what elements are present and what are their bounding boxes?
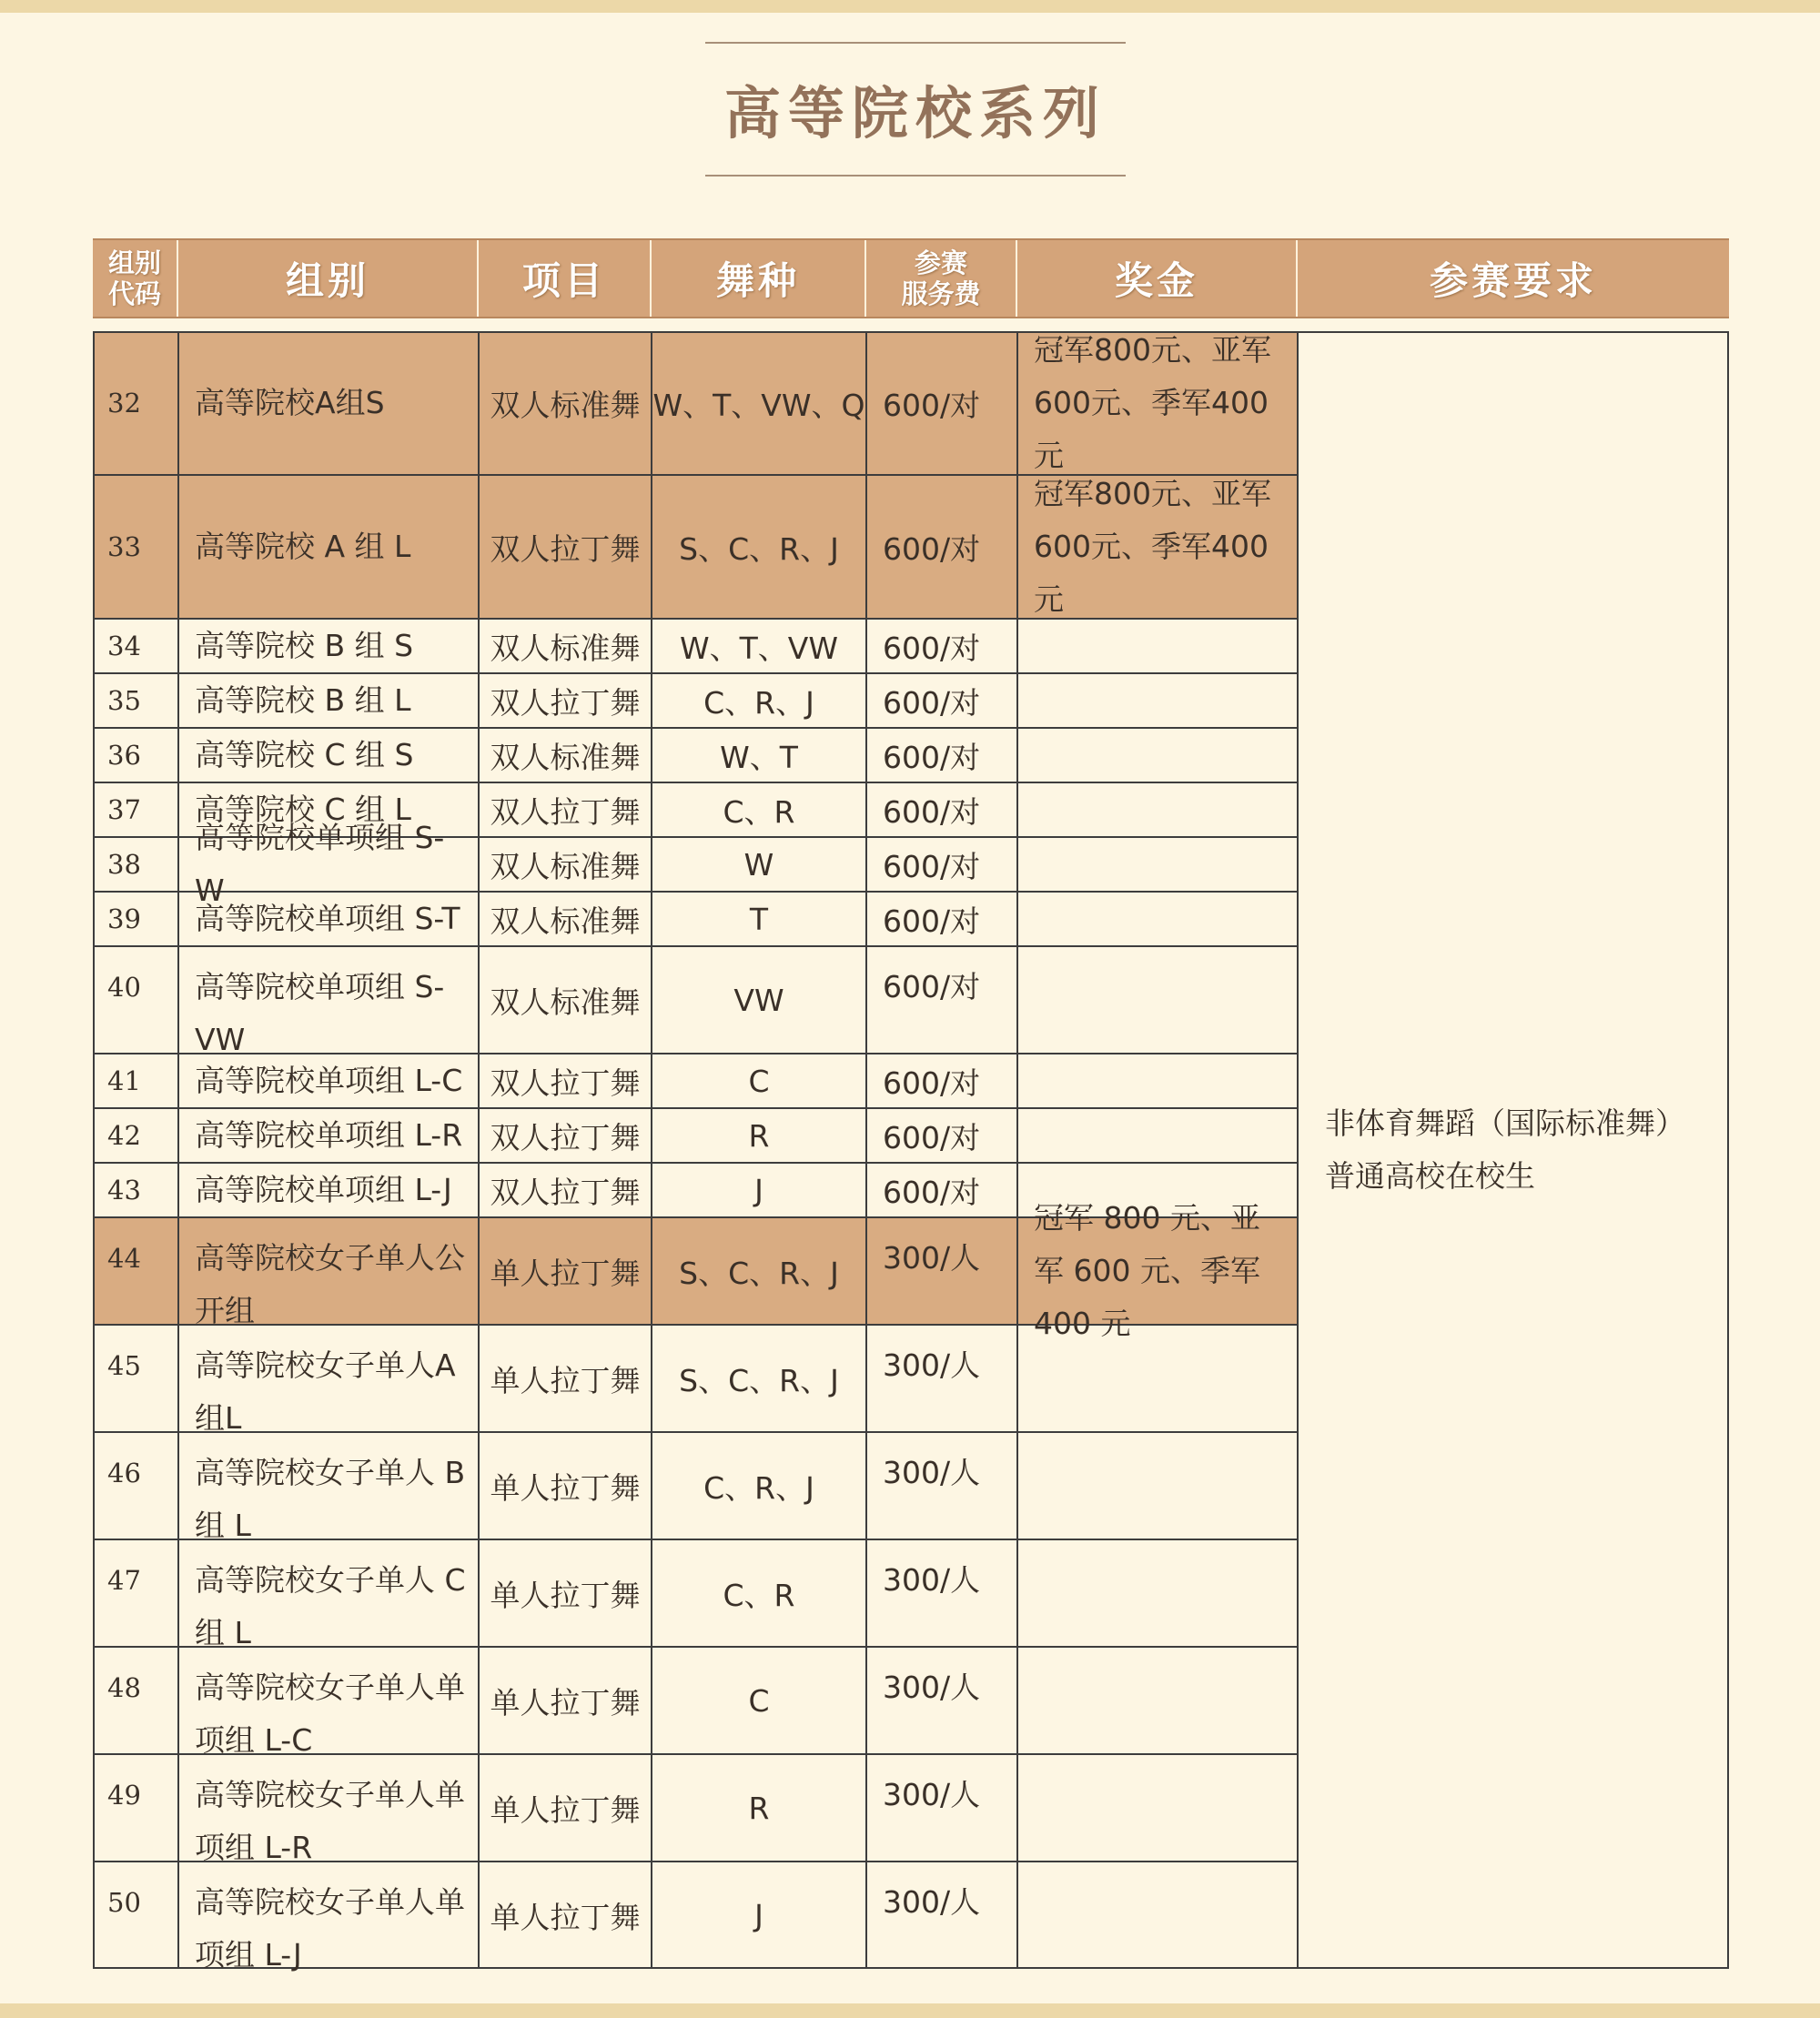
- bottom-band: [0, 2003, 1820, 2018]
- cell-fee: 600/对: [883, 1064, 981, 1101]
- cell-code: 40: [107, 972, 141, 1003]
- cell-group: 高等院校女子单人单项组 L-J: [195, 1884, 465, 1973]
- top-band: [0, 0, 1820, 13]
- cell-prize: [1017, 892, 1298, 946]
- cell-event: 单人拉丁舞: [490, 1791, 641, 1828]
- cell-event: 双人拉丁舞: [490, 1174, 641, 1210]
- cell-event: 单人拉丁舞: [490, 1255, 641, 1291]
- cell-fee: 600/对: [883, 903, 981, 939]
- cell-prize: [1017, 1862, 1298, 1969]
- cell-fee: 600/对: [883, 387, 981, 423]
- cell-code: 46: [107, 1458, 141, 1488]
- cell-code: 39: [107, 903, 141, 934]
- cell-fee: 300/人: [883, 1347, 981, 1383]
- cell-prize: 冠军800元、亚军600元、季军400元: [1034, 332, 1271, 473]
- cell-fee: 600/对: [883, 684, 981, 721]
- cell-group: 高等院校 B 组 L: [195, 682, 411, 718]
- cell-prize: 冠军 800 元、亚军 600 元、季军 400 元: [1034, 1200, 1260, 1341]
- cell-group: 高等院校单项组 S-W: [195, 820, 445, 908]
- cell-fee: 600/对: [883, 530, 981, 567]
- cell-group: 高等院校女子单人公开组: [195, 1240, 465, 1328]
- cell-fee: 300/人: [883, 1455, 981, 1490]
- cell-code: 43: [107, 1175, 141, 1206]
- cell-event: 双人标准舞: [490, 903, 641, 939]
- cell-fee: 300/人: [883, 1562, 981, 1598]
- cell-event: 双人拉丁舞: [490, 793, 641, 830]
- cell-event: 双人拉丁舞: [490, 1119, 641, 1155]
- cell-code: 36: [107, 740, 141, 771]
- cell-code: 38: [107, 849, 141, 880]
- header-requirement: 参赛要求: [1429, 258, 1597, 303]
- cell-event: 单人拉丁舞: [490, 1469, 641, 1506]
- cell-group: 高等院校单项组 S-VW: [195, 969, 445, 1057]
- cell-prize: [1017, 1754, 1298, 1862]
- header-code: 组别 代码: [93, 240, 178, 317]
- cell-dance: W、T、VW: [680, 630, 838, 666]
- cell-fee: 600/对: [883, 793, 981, 830]
- data-table: [93, 331, 1729, 1973]
- cell-group: 高等院校女子单人单项组 L-R: [195, 1777, 465, 1865]
- cell-code: 35: [107, 685, 141, 716]
- cell-fee: 300/人: [883, 1777, 981, 1812]
- header-prize: 奖金: [1017, 240, 1298, 317]
- title-rule-bottom: [705, 175, 1126, 177]
- cell-prize: 冠军800元、亚军600元、季军400元: [1034, 476, 1271, 617]
- cell-fee: 600/对: [883, 1174, 981, 1210]
- cell-group: 高等院校 C 组 L: [195, 792, 411, 827]
- cell-prize: [1017, 728, 1298, 782]
- cell-dance: S、C、R、J: [679, 1362, 839, 1398]
- cell-dance: T: [749, 901, 769, 937]
- table-header: [93, 238, 1729, 318]
- cell-code: 34: [107, 631, 141, 661]
- cell-prize: [1017, 673, 1298, 728]
- cell-event: 双人拉丁舞: [490, 684, 641, 721]
- cell-prize: [1017, 619, 1298, 673]
- cell-event: 双人标准舞: [490, 630, 641, 666]
- cell-group: 高等院校单项组 L-R: [195, 1117, 463, 1153]
- cell-dance: J: [754, 1897, 763, 1933]
- header-fee: 参赛 服务费: [866, 240, 1017, 317]
- cell-group: 高等院校女子单人 C 组 L: [195, 1562, 466, 1650]
- cell-fee: 600/对: [883, 739, 981, 775]
- cell-event: 双人标准舞: [490, 387, 641, 423]
- cell-event: 双人标准舞: [490, 848, 641, 884]
- cell-dance: S、C、R、J: [679, 1255, 839, 1291]
- cell-fee: 600/对: [883, 630, 981, 666]
- cell-dance: C、R: [723, 793, 795, 830]
- title-rule-top: [705, 42, 1126, 44]
- cell-dance: J: [754, 1172, 763, 1208]
- cell-event: 单人拉丁舞: [490, 1577, 641, 1613]
- cell-prize: [1017, 946, 1298, 1054]
- cell-code: 47: [107, 1565, 141, 1596]
- cell-event: 双人标准舞: [490, 739, 641, 775]
- cell-dance: C、R: [723, 1577, 795, 1613]
- header-group: 组别: [178, 240, 479, 317]
- cell-prize: [1017, 1325, 1298, 1432]
- cell-group: 高等院校 C 组 S: [195, 737, 414, 772]
- page-title: 高等院校系列: [723, 80, 1107, 146]
- cell-dance: W、T、VW、Q: [652, 387, 865, 423]
- cell-dance: S、C、R、J: [679, 530, 839, 567]
- cell-code: 33: [107, 531, 141, 562]
- cell-group: 高等院校单项组 S-T: [195, 901, 460, 936]
- header-event: 项目: [479, 240, 652, 317]
- cell-prize: [1017, 1432, 1298, 1539]
- cell-group: 高等院校A组S: [195, 385, 385, 420]
- cell-group: 高等院校单项组 L-J: [195, 1172, 452, 1207]
- cell-code: 48: [107, 1672, 141, 1703]
- cell-prize: [1017, 1539, 1298, 1647]
- cell-code: 42: [107, 1120, 141, 1151]
- cell-fee: 600/对: [883, 848, 981, 884]
- cell-prize: [1017, 1108, 1298, 1163]
- cell-fee: 600/对: [883, 1119, 981, 1155]
- cell-group: 高等院校女子单人A组L: [195, 1347, 456, 1436]
- cell-dance: W、T: [720, 739, 798, 775]
- cell-group: 高等院校 A 组 L: [195, 529, 411, 564]
- cell-code: 49: [107, 1780, 141, 1811]
- cell-event: 单人拉丁舞: [490, 1684, 641, 1720]
- cell-group: 高等院校单项组 L-C: [195, 1063, 463, 1098]
- cell-dance: C: [748, 1682, 770, 1719]
- cell-code: 45: [107, 1350, 141, 1381]
- cell-event: 单人拉丁舞: [490, 1899, 641, 1935]
- header-dance: 舞种: [652, 240, 866, 317]
- cell-fee: 600/对: [883, 969, 981, 1004]
- cell-fee: 300/人: [883, 1240, 981, 1276]
- cell-fee: 300/人: [883, 1670, 981, 1705]
- cell-event: 双人拉丁舞: [490, 530, 641, 567]
- cell-prize: [1017, 837, 1298, 892]
- cell-dance: R: [748, 1117, 770, 1154]
- cell-event: 单人拉丁舞: [490, 1362, 641, 1398]
- cell-fee: 300/人: [883, 1884, 981, 1920]
- cell-prize: [1017, 782, 1298, 837]
- cell-dance: C、R、J: [703, 1469, 814, 1506]
- cell-group: 高等院校 B 组 S: [195, 628, 414, 663]
- cell-code: 44: [107, 1243, 141, 1274]
- cell-event: 双人拉丁舞: [490, 1064, 641, 1101]
- cell-code: 50: [107, 1887, 141, 1918]
- cell-dance: VW: [733, 982, 784, 1018]
- cell-code: 37: [107, 794, 141, 825]
- cell-dance: C: [748, 1063, 770, 1099]
- cell-prize: [1017, 1647, 1298, 1754]
- cell-dance: R: [748, 1790, 770, 1826]
- cell-prize: [1017, 1054, 1298, 1108]
- cell-dance: C、R、J: [703, 684, 814, 721]
- cell-group: 高等院校女子单人 B 组 L: [195, 1455, 466, 1543]
- cell-event: 双人标准舞: [490, 984, 641, 1020]
- cell-group: 高等院校女子单人单项组 L-C: [195, 1670, 465, 1758]
- requirement-cell: 非体育舞蹈（国际标准舞）普通高校在校生: [1325, 1105, 1685, 1194]
- cell-code: 32: [107, 388, 141, 419]
- cell-dance: W: [743, 846, 774, 883]
- cell-code: 41: [107, 1065, 141, 1096]
